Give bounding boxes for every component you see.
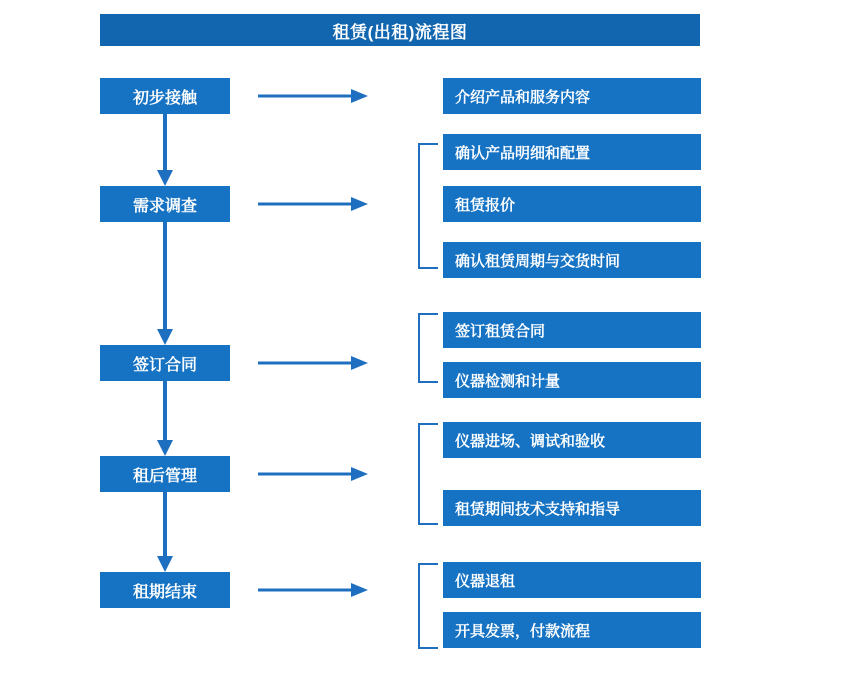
arrow-down-icon-4: [152, 492, 178, 572]
stage-box-2[interactable]: 需求调查: [100, 186, 230, 222]
arrow-down-icon-1: [152, 114, 178, 186]
arrow-right-icon-1: [258, 86, 368, 106]
detail-box-3[interactable]: 租赁报价: [443, 186, 701, 222]
arrow-down-icon-3: [152, 381, 178, 456]
detail-box-8[interactable]: 租赁期间技术支持和指导: [443, 490, 701, 526]
bracket-icon-2: [416, 312, 438, 384]
bracket-icon-4: [416, 562, 438, 650]
detail-box-2[interactable]: 确认产品明细和配置: [443, 134, 701, 170]
bracket-icon-3: [416, 422, 438, 526]
stage-box-5[interactable]: 租期结束: [100, 572, 230, 608]
detail-box-1[interactable]: 介绍产品和服务内容: [443, 78, 701, 114]
detail-box-5[interactable]: 签订租赁合同: [443, 312, 701, 348]
arrow-down-icon-2: [152, 222, 178, 345]
stage-box-3[interactable]: 签订合同: [100, 345, 230, 381]
page-title: 租赁(出租)流程图: [100, 14, 700, 46]
detail-box-4[interactable]: 确认租赁周期与交货时间: [443, 242, 701, 278]
stage-box-1[interactable]: 初步接触: [100, 78, 230, 114]
stage-box-4[interactable]: 租后管理: [100, 456, 230, 492]
arrow-right-icon-4: [258, 464, 368, 484]
arrow-right-icon-2: [258, 194, 368, 214]
detail-box-10[interactable]: 开具发票，付款流程: [443, 612, 701, 648]
detail-box-6[interactable]: 仪器检测和计量: [443, 362, 701, 398]
detail-box-9[interactable]: 仪器退租: [443, 562, 701, 598]
bracket-icon-1: [416, 142, 438, 270]
arrow-right-icon-3: [258, 353, 368, 373]
arrow-right-icon-5: [258, 580, 368, 600]
detail-box-7[interactable]: 仪器进场、调试和验收: [443, 422, 701, 458]
